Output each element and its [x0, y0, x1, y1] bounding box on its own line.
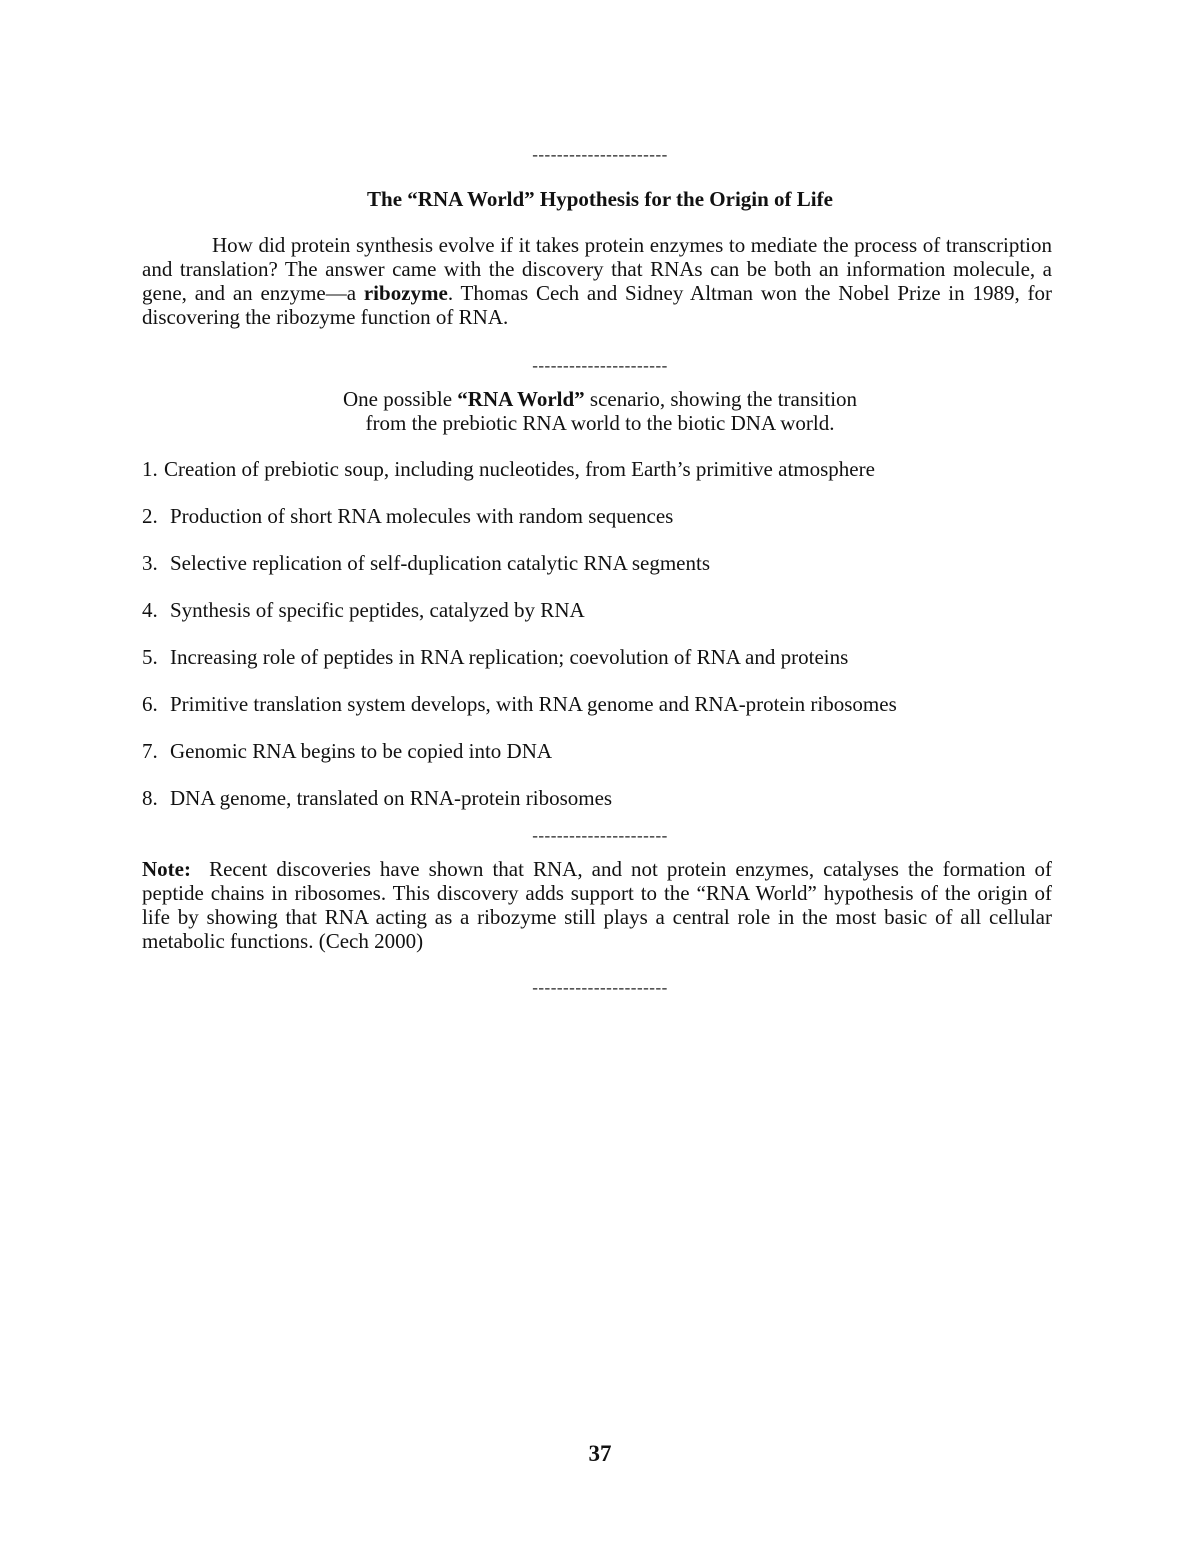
scenario-heading: [0, 387, 1200, 435]
separator-bottom: ----------------------: [532, 978, 668, 997]
step-text: Creation of prebiotic soup, including nucleotides, from Earth’s primitive atmosphere: [164, 457, 875, 481]
step-number: 3.: [142, 551, 158, 575]
scenario-line-2: from the prebiotic RNA world to the biotic DNA world.: [365, 411, 835, 435]
page-title: The “RNA World” Hypothesis for the Origin of Life: [367, 187, 833, 211]
step-number: 2.: [142, 504, 158, 528]
scenario-prefix: One possible: [342, 387, 458, 411]
intro-text-part2: . Thomas Cech and Sidney Altman won the Nobel Prize in 1989, for discovering the ribozyme function of RNA.: [142, 281, 1052, 329]
list-item: [142, 598, 1052, 645]
step-text: Primitive translation system develops, with RNA genome and RNA-protein ribosomes: [170, 692, 897, 716]
list-item: [142, 551, 1052, 598]
note-paragraph: [142, 857, 1052, 953]
step-text: Synthesis of specific peptides, catalyzed by RNA: [170, 598, 585, 622]
step-text: Increasing role of peptides in RNA replication; coevolution of RNA and proteins: [170, 645, 849, 669]
step-text: DNA genome, translated on RNA-protein ribosomes: [170, 786, 613, 810]
intro-paragraph: [142, 233, 1052, 329]
note-text: Recent discoveries have shown that RNA, and not protein enzymes, catalyses the formation of peptide chains in ribosomes. This discovery adds support to the “RNA World” hypothesis of the origin of life by showing that RNA acting as a ribozyme still plays a central role in the most basic of all cellular metabolic functions. (Cech 2000): [142, 857, 1052, 953]
step-text: Production of short RNA molecules with random sequences: [170, 504, 674, 528]
step-number: 6.: [142, 692, 158, 716]
scenario-bold-term: “RNA World”: [457, 387, 585, 411]
step-number: 1.: [142, 457, 158, 481]
scenario-steps-list: [142, 457, 1052, 833]
step-number: 7.: [142, 739, 158, 763]
note-label: Note:: [142, 857, 191, 881]
ribozyme-term: ribozyme: [363, 281, 448, 305]
step-number: 4.: [142, 598, 158, 622]
step-number: 8.: [142, 786, 158, 810]
scenario-line-1: [0, 387, 1200, 411]
list-item: [142, 645, 1052, 692]
page-number: 37: [588, 1441, 612, 1466]
step-text: Genomic RNA begins to be copied into DNA: [170, 739, 553, 763]
step-text: Selective replication of self-duplication catalytic RNA segments: [170, 551, 711, 575]
separator-after-list: ----------------------: [532, 826, 668, 845]
scenario-suffix: scenario, showing the transition: [584, 387, 858, 411]
list-item: [142, 739, 1052, 786]
list-item: [142, 692, 1052, 739]
list-item: [142, 504, 1052, 551]
intro-text-part1: How did protein synthesis evolve if it takes protein enzymes to mediate the process of transcription and translation? The answer came with the discovery that RNAs can be both an information molecule, a gene, and an enzyme—a: [142, 233, 1052, 305]
separator-top: ----------------------: [532, 145, 668, 164]
list-item: [142, 457, 1052, 504]
step-number: 5.: [142, 645, 158, 669]
separator-after-intro: ----------------------: [532, 356, 668, 375]
